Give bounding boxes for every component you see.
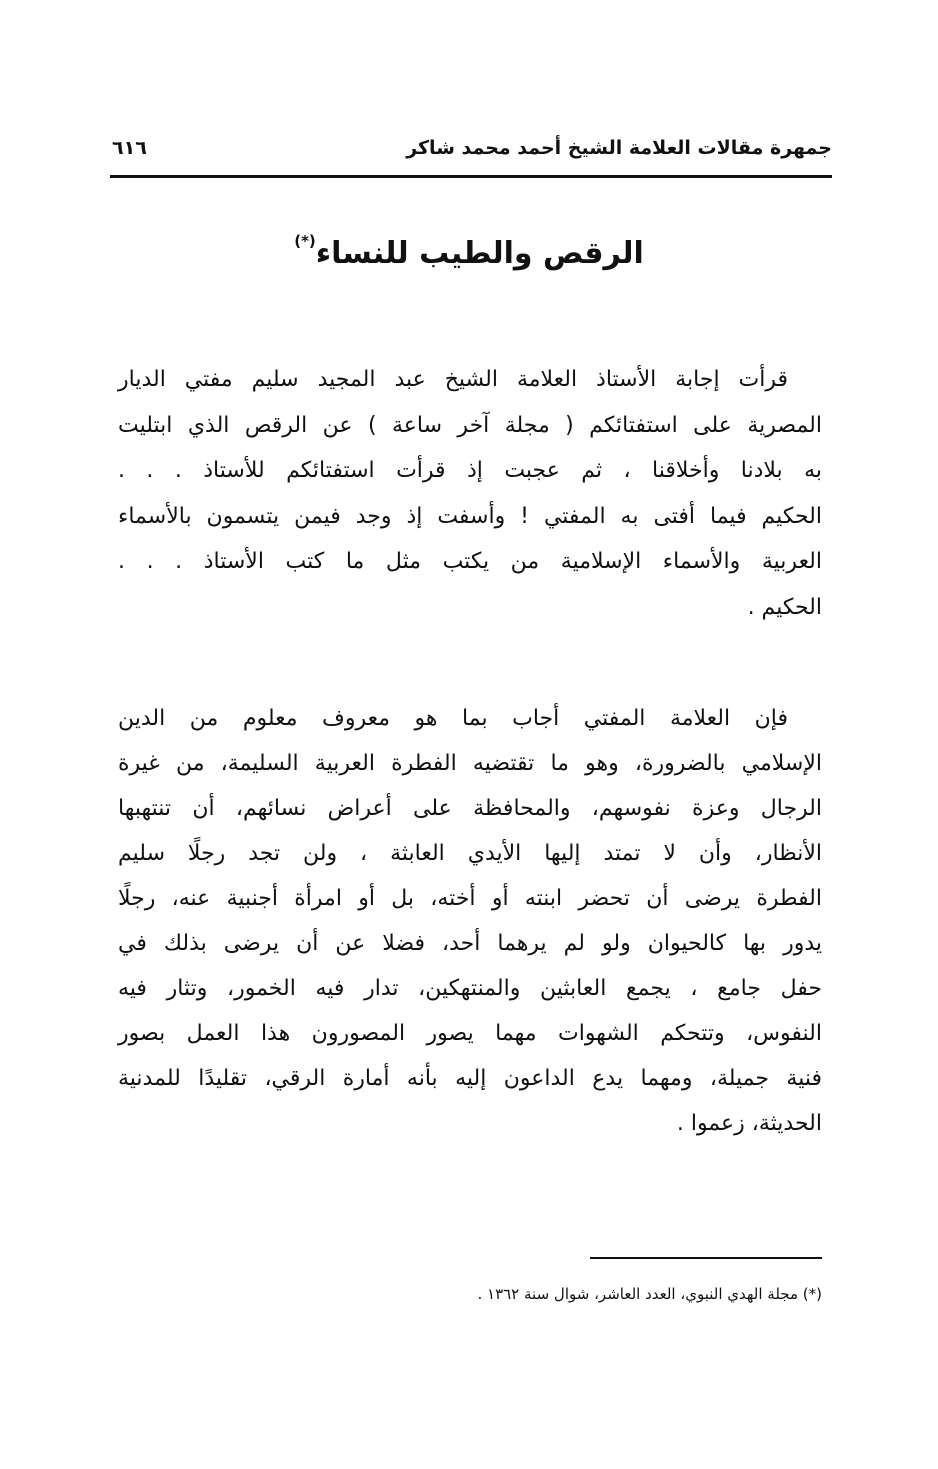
footnote-marker: (*) — [294, 232, 316, 250]
text-line: العربية والأسماء الإسلامية من يكتب مثل ما كتب الأستاذ . . . — [118, 549, 822, 574]
text-line: يدور بها كالحيوان ولو لم يرهما أحد، فضلا عن أن يرضى بذلك في — [118, 931, 822, 956]
text-line: المصرية على استفتائكم ( مجلة آخر ساعة ) عن الرقص الذي ابتليت — [118, 412, 822, 438]
text-line: قرأت إجابة الأستاذ العلامة الشيخ عبد المجيد سليم مفتي الديار — [118, 367, 788, 392]
footnote: (*) مجلة الهدي النبوي، العدد العاشر، شوال سنة ١٣٦٢ . — [477, 1285, 822, 1303]
text-line: الحديثة، زعموا . — [676, 1111, 822, 1136]
book-title: جمهرة مقالات العلامة الشيخ أحمد محمد شاكر — [406, 137, 832, 159]
text-line: حفل جامع ، يجمع العابثين والمنتهكين، تدار فيه الخمور، وتثار فيه — [118, 976, 822, 1001]
text-line: الحكيم . — [747, 594, 822, 620]
text-line: به بلادنا وأخلاقنا ، ثم عجبت إذ قرأت استفتائكم للأستاذ . . . — [118, 458, 822, 483]
text-line: الفطرة يرضى أن تحضر ابنته أو أخته، بل أو امرأة أجنبية عنه، رجلًا — [118, 886, 822, 911]
page-number: ٦١٦ — [112, 137, 147, 159]
article-title-text: الرقص والطيب للنساء — [315, 236, 644, 271]
text-line: الإسلامي بالضرورة، وهو ما تقتضيه الفطرة العربية السليمة، من غيرة — [118, 751, 822, 776]
text-line: فنية جميلة، ومهما يدع الداعون إليه بأنه أمارة الرقي، تقليدًا للمدنية — [118, 1066, 822, 1091]
text-line: الحكيم فيما أفتى به المفتي ! وأسفت إذ وجد فيمن يتسمون بالأسماء — [118, 503, 822, 529]
footnote-rule — [590, 1257, 822, 1259]
header-rule — [110, 175, 832, 178]
text-line: النفوس، وتتحكم الشهوات مهما يصور المصورون هذا العمل بصور — [118, 1021, 822, 1046]
text-line: فإن العلامة المفتي أجاب بما هو معروف معلوم من الدين — [118, 706, 788, 731]
running-header — [110, 133, 832, 167]
text-line: الرجال وعزة نفوسهم، والمحافظة على أعراض نسائهم، أن تنتهبها — [118, 796, 822, 821]
text-line: الأنظار، وأن لا تمتد إليها الأيدي العابثة ، ولن تجد رجلًا سليم — [118, 841, 822, 866]
article-title — [0, 232, 938, 271]
